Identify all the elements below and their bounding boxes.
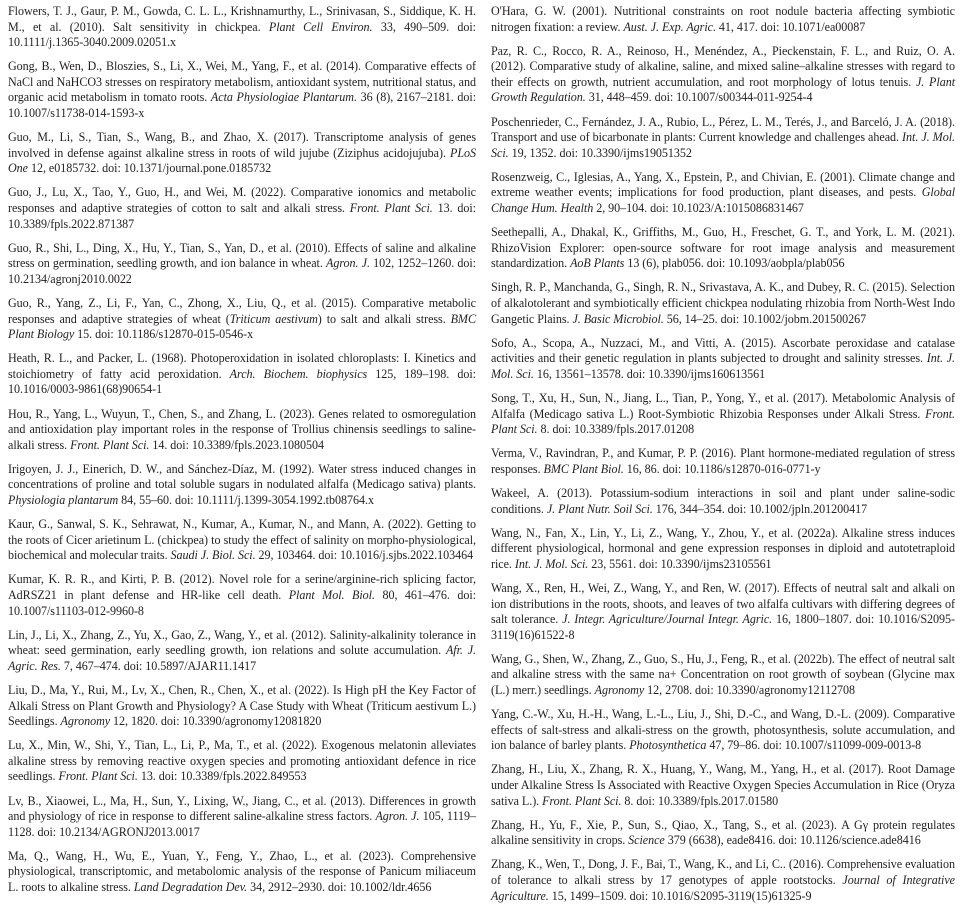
left-reference-column	[8, 4, 476, 904]
reference-entry: Verma, V., Ravindran, P., and Kumar, P. P. (2016). Plant hormone-mediated regulation of stress responses. BMC Plant Biol. 16, 86. doi: 10.1186/s12870-016-0771-y	[491, 446, 955, 476]
reference-entry: Paz, R. C., Rocco, R. A., Reinoso, H., Menéndez, A., Pieckenstain, F. L., and Ruiz, O. A. (2012). Comparative study of alkaline, saline, and mixed saline–alkaline stresses with regard to their effects on growth, nutrient accumulation, and root morphology of lotus tenuis. J. Plant Growth Regulation. 31, 448–459. doi: 10.1007/s00344-011-9254-4	[491, 43, 956, 105]
reference-entry: Song, T., Xu, H., Sun, N., Jiang, L., Tian, P., Yong, Y., et al. (2017). Metabolomic Analysis of Alfalfa (Medicago sativa L.) Root-Symbiotic Rhizobia Responses under Alkali Stress. Front. Plant Sci. 8. doi: 10.3389/fpls.2017.01208	[491, 390, 955, 437]
reference-entry: Guo, J., Lu, X., Tao, Y., Guo, H., and Wei, M. (2022). Comparative ionomics and metabolic responses and adaptive strategies of cotton to salt and alkali stress. Front. Plant Sci. 13. doi: 10.3389/fpls.2022.871387	[8, 185, 476, 231]
reference-entry: Kaur, G., Sanwal, S. K., Sehrawat, N., Kumar, A., Kumar, N., and Mann, A. (2022). Getting to the roots of Cicer arietinum L. (chickpea) to study the effect of salinity on morpho-physiological, biochemical and molecular traits. Saudi J. Biol. Sci. 29, 103464. doi: 10.1016/j.sjbs.2022.103464	[8, 517, 476, 563]
reference-entry: Seethepalli, A., Dhakal, K., Griffiths, M., Guo, H., Freschet, G. T., and York, L. M. (2021). RhizoVision Explorer: open-source software for root image analysis and measurement standardization. AoB Plants 13 (6), plab056. doi: 10.1093/aobpla/plab056	[491, 225, 955, 271]
right-reference-column	[491, 4, 955, 913]
reference-entry: Wang, X., Ren, H., Wei, Z., Wang, Y., and Ren, W. (2017). Effects of neutral salt and alkali on ion distributions in the roots, shoots, and leaves of two alfalfa cultivars with differing degrees of salt tolerance. J. Integr. Agriculture/Journal Integr. Agric. 16, 1800–1807. doi: 10.1016/S2095-3119(16)61522-8	[491, 580, 955, 642]
reference-entry: Rosenzweig, C., Iglesias, A., Yang, X., Epstein, P., and Chivian, E. (2001). Climate change and extreme weather events; implications for food production, plant diseases, and pests. Global Change Hum. Health 2, 90–104. doi: 10.1023/A:1015086831467	[491, 169, 955, 216]
reference-entry: Lu, X., Min, W., Shi, Y., Tian, L., Li, P., Ma, T., et al. (2022). Exogenous melatonin alleviates alkaline stress by removing reactive oxygen species and promoting antioxidant defence in rice seedlings. Front. Plant Sci. 13. doi: 10.3389/fpls.2022.849553	[8, 738, 476, 784]
reference-entry: Flowers, T. J., Gaur, P. M., Gowda, C. L. L., Krishnamurthy, L., Srinivasan, S., Siddique, K. H. M., et al. (2010). Salt sensitivity in chickpea. Plant Cell Environ. 33, 490–509. doi: 10.1111/j.1365-3040.2009.02051.x	[8, 4, 476, 50]
reference-entry: Singh, R. P., Manchanda, G., Singh, R. N., Srivastava, A. K., and Dubey, R. C. (2015). Selection of alkalotolerant and symbiotically efficient chickpea nodulating rhizobia from North-West Indo Gangetic Plains. J. Basic Microbiol. 56, 14–25. doi: 10.1002/jobm.201500267	[491, 280, 955, 326]
reference-entry: Zhang, H., Yu, F., Xie, P., Sun, S., Qiao, X., Tang, S., et al. (2023). A Gγ protein regulates alkaline sensitivity in crops. Science 379 (6638), eade8416. doi: 10.1126/science.ade8416	[491, 817, 955, 848]
reference-entry: Poschenrieder, C., Fernández, J. A., Rubio, L., Pérez, L. M., Terés, J., and Barceló, J. A. (2018). Transport and use of bicarbonate in plants: Current knowledge and challenges ahead. Int. J. Mol. Sci. 19, 1352. doi: 10.3390/ijms19051352	[491, 114, 955, 160]
reference-entry: Zhang, K., Wen, T., Dong, J. F., Bai, T., Wang, K., and Li, C.. (2016). Comprehensive evaluation of tolerance to alkali stress by 17 genotypes of apple rootstocks. Journal of Integrative Agriculture. 15, 1499–1509. doi: 10.1016/S2095-3119(15)61325-9	[491, 857, 955, 903]
reference-entry: Guo, M., Li, S., Tian, S., Wang, B., and Zhao, X. (2017). Transcriptome analysis of genes involved in defense against alkaline stress in roots of wild jujube (Ziziphus acidojujuba). PLoS One 12, e0185732. doi: 10.1371/journal.pone.0185732	[8, 130, 476, 176]
reference-entry: Sofo, A., Scopa, A., Nuzzaci, M., and Vitti, A. (2015). Ascorbate peroxidase and catalase activities and their genetic regulation in plants subjected to drought and salinity stresses. Int. J. Mol. Sci. 16, 13561–13578. doi: 10.3390/ijms160613561	[491, 335, 955, 381]
reference-entry: Wang, G., Shen, W., Zhang, Z., Guo, S., Hu, J., Feng, R., et al. (2022b). The effect of neutral salt and alkaline stress with the same na+ Concentration on root growth of soybean (Glycine max (L.) merr.) seedlings. Agronomy 12, 2708. doi: 10.3390/agronomy12112708	[491, 651, 955, 697]
reference-entry: Lin, J., Li, X., Zhang, Z., Yu, X., Gao, Z., Wang, Y., et al. (2012). Salinity-alkalinity tolerance in wheat: seed germination, early seedling growth, ion relations and solute accumulation. Afr. J. Agric. Res. 7, 467–474. doi: 10.5897/AJAR11.1417	[8, 627, 476, 673]
reference-entry: Lv, B., Xiaowei, L., Ma, H., Sun, Y., Lixing, W., Jiang, C., et al. (2013). Differences in growth and physiology of rice in response to different saline-alkaline stress factors. Agron. J. 105, 1119–1128. doi: 10.2134/AGRONJ2013.0017	[8, 793, 477, 839]
reference-entry: Wang, N., Fan, X., Lin, Y., Li, Z., Wang, Y., Zhou, Y., et al. (2022a). Alkaline stress induces different physiological, hormonal and gene expression responses in diploid and autotetraploid rice. Int. J. Mol. Sci. 23, 5561. doi: 10.3390/ijms23105561	[491, 525, 955, 571]
reference-entry: Kumar, K. R. R., and Kirti, P. B. (2012). Novel role for a serine/arginine-rich splicing factor, AdRSZ21 in plant defense and HR-like cell death. Plant Mol. Biol. 80, 461–476. doi: 10.1007/s11103-012-9960-8	[8, 572, 477, 618]
reference-entry: Heath, R. L., and Packer, L. (1968). Photoperoxidation in isolated chloroplasts: I. Kinetics and stoichiometry of fatty acid peroxidation. Arch. Biochem. biophysics 125, 189–198. doi: 10.1016/0003-9861(68)90654-1	[8, 351, 476, 397]
reference-entry: Hou, R., Yang, L., Wuyun, T., Chen, S., and Zhang, L. (2023). Genes related to osmoregulation and antioxidation play important roles in the response of Trollius chinensis seedlings to saline-alkali stress. Front. Plant Sci. 14. doi: 10.3389/fpls.2023.1080504	[8, 406, 476, 452]
reference-entry: O'Hara, G. W. (2001). Nutritional constraints on root nodule bacteria affecting symbiotic nitrogen fixation: a review. Aust. J. Exp. Agric. 41, 417. doi: 10.1071/ea00087	[491, 4, 955, 34]
reference-entry: Yang, C.-W., Xu, H.-H., Wang, L.-L., Liu, J., Shi, D.-C., and Wang, D.-L. (2009). Comparative effects of salt-stress and alkali-stress on the growth, photosynthesis, solute accumulation, and ion balance of barley plants. Photosynthetica 47, 79–86. doi: 10.1007/s11099-009-0013-8	[491, 707, 955, 753]
reference-entry: Gong, B., Wen, D., Bloszies, S., Li, X., Wei, M., Yang, F., et al. (2014). Comparative effects of NaCl and NaHCO3 stresses on respiratory metabolism, antioxidant system, nutritional status, and organic acid metabolism in tomato roots. Acta Physiologiae Plantarum. 36 (8), 2167–2181. doi: 10.1007/s11738-014-1593-x	[8, 59, 477, 121]
reference-entry: Zhang, H., Liu, X., Zhang, R. X., Huang, Y., Wang, M., Yang, H., et al. (2017). Root Damage under Alkaline Stress Is Associated with Reactive Oxygen Species Accumulation in Rice (Oryza sativa L.). Front. Plant Sci. 8. doi: 10.3389/fpls.2017.01580	[491, 762, 955, 808]
reference-entry: Irigoyen, J. J., Einerich, D. W., and Sánchez-Díaz, M. (1992). Water stress induced changes in concentrations of proline and total soluble sugars in nodulated alfalfa (Medicago sativa) plants. Physiologia plantarum 84, 55–60. doi: 10.1111/j.1399-3054.1992.tb08764.x	[8, 461, 476, 508]
reference-entry: Guo, R., Yang, Z., Li, F., Yan, C., Zhong, X., Liu, Q., et al. (2015). Comparative metabolic responses and adaptive strategies of wheat (Triticum aestivum) to salt and alkali stress. BMC Plant Biology 15. doi: 10.1186/s12870-015-0546-x	[8, 296, 476, 342]
reference-entry: Liu, D., Ma, Y., Rui, M., Lv, X., Chen, R., Chen, X., et al. (2022). Is High pH the Key Factor of Alkali Stress on Plant Growth and Physiology? A Case Study with Wheat (Triticum aestivum L.) Seedlings. Agronomy 12, 1820. doi: 10.3390/agronomy12081820	[8, 682, 476, 729]
reference-entry: Guo, R., Shi, L., Ding, X., Hu, Y., Tian, S., Yan, D., et al. (2010). Effects of saline and alkaline stress on germination, seedling growth, and ion balance in wheat. Agron. J. 102, 1252–1260. doi: 10.2134/agronj2010.0022	[8, 240, 476, 286]
reference-entry: Ma, Q., Wang, H., Wu, E., Yuan, Y., Feng, Y., Zhao, L., et al. (2023). Comprehensive physiological, transcriptomic, and metabolomic analysis of the response of Panicum miliaceum L. roots to alkaline stress. Land Degradation Dev. 34, 2912–2930. doi: 10.1002/ldr.4656	[8, 848, 476, 894]
reference-entry: Wakeel, A. (2013). Potassium-sodium interactions in soil and plant under saline-sodic conditions. J. Plant Nutr. Soil Sci. 176, 344–354. doi: 10.1002/jpln.201200417	[491, 485, 955, 516]
